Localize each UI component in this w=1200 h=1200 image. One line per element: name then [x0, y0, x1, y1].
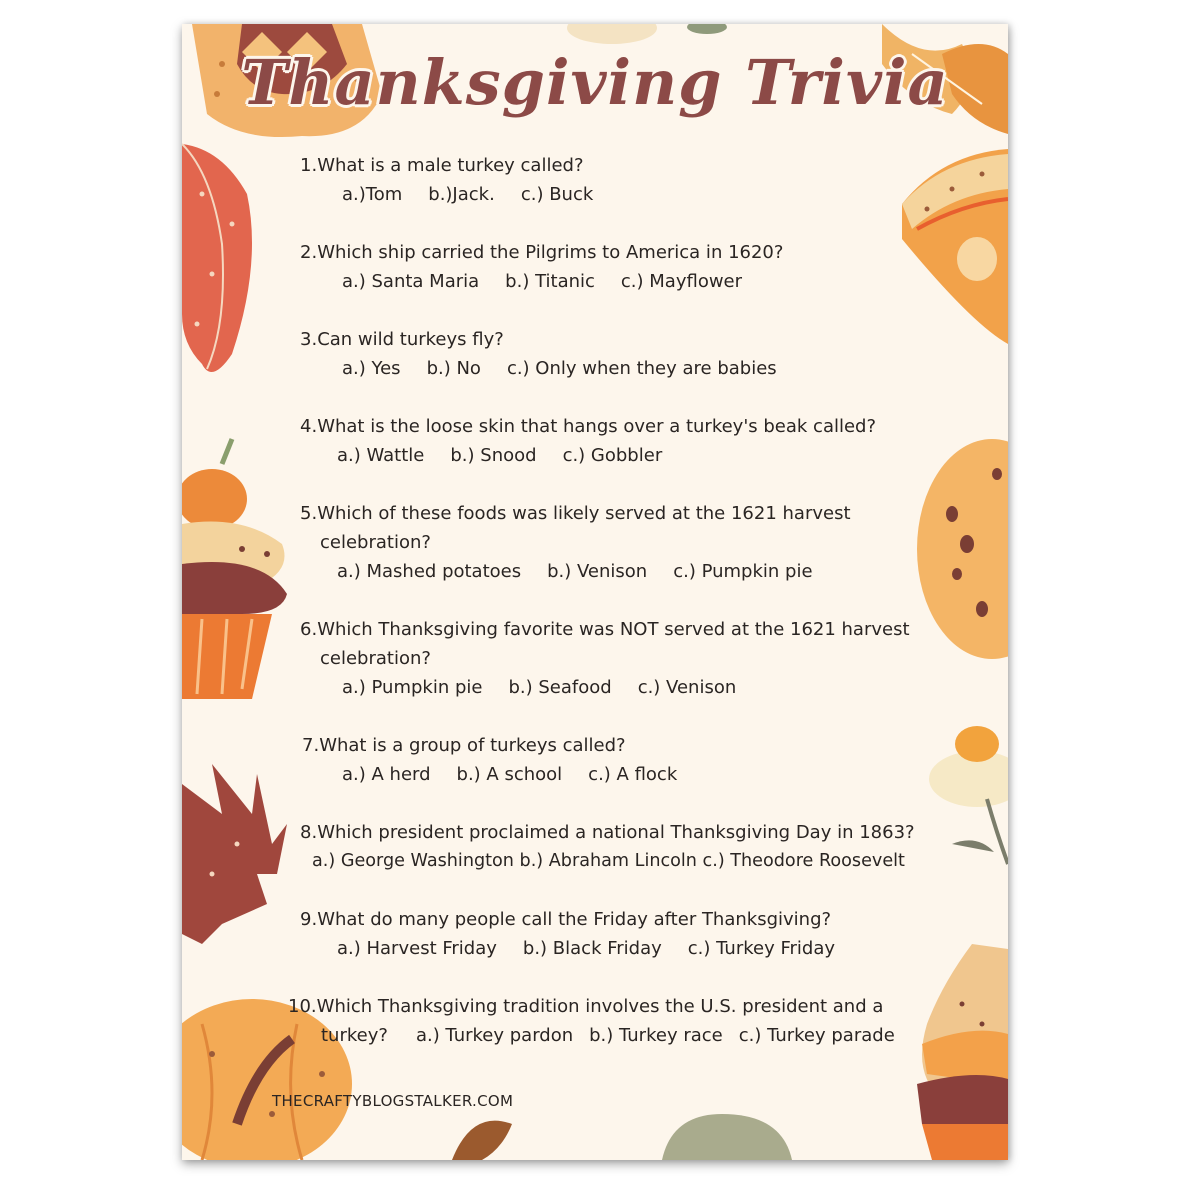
answer-option: a.) Harvest Friday	[337, 938, 497, 959]
question-text: What is a male turkey called?	[317, 155, 584, 176]
question-text-continued: celebration?	[320, 532, 431, 553]
answer-options-line: a.) George Washington b.) Abraham Lincoln c.) Theodore Roosevelt	[312, 851, 905, 871]
answer-option: b.) Venison	[547, 561, 648, 582]
answer-option: a.) Santa Maria	[342, 271, 480, 292]
answer-option: a.) Mashed potatoes	[337, 561, 522, 582]
answers-2	[342, 267, 742, 296]
question-number: 9.	[300, 909, 318, 930]
question-10	[288, 992, 883, 1021]
answer-option: a.) Pumpkin pie	[342, 677, 483, 698]
answer-option: c.) Gobbler	[562, 445, 663, 466]
question-number: 5.	[300, 503, 318, 524]
question-text: Can wild turkeys fly?	[317, 329, 504, 350]
autumn-decorations	[182, 24, 1008, 1160]
answers-3	[342, 354, 777, 383]
answer-option: b.) Black Friday	[522, 938, 662, 959]
cupcake-illustration-bottom-right	[917, 944, 1008, 1160]
question-3	[300, 325, 504, 354]
answers-6	[342, 673, 736, 702]
answer-option: b.)Jack.	[428, 184, 495, 205]
trivia-sheet	[182, 24, 1008, 1160]
question-9	[300, 905, 831, 934]
question-text: Which president proclaimed a national Thanksgiving Day in 1863?	[317, 822, 915, 843]
question-number: 3.	[300, 329, 318, 350]
answers-1	[342, 180, 593, 209]
leaf-illustration-left	[182, 144, 252, 372]
question-text: What do many people call the Friday after Thanksgiving?	[317, 909, 832, 930]
answer-option: b.) A school	[456, 764, 563, 785]
question-number: 6.	[300, 619, 318, 640]
question-text: Which Thanksgiving tradition involves the U.S. president and a	[316, 996, 884, 1017]
answer-option: c.) Buck	[520, 184, 594, 205]
answer-option: b.) Titanic	[505, 271, 595, 292]
question-5	[300, 499, 851, 557]
flower-illustration-right	[929, 726, 1008, 864]
answer-option: c.) Mayflower	[620, 271, 743, 292]
answers-4	[337, 441, 662, 470]
question-text: Which of these foods was likely served at the 1621 harvest	[317, 503, 851, 524]
answers-10	[321, 1021, 895, 1050]
answer-option: a.)Tom	[342, 184, 403, 205]
question-number: 4.	[300, 416, 318, 437]
answer-option: a.) Yes	[342, 358, 401, 379]
question-1	[300, 151, 584, 180]
answer-option: c.) Venison	[637, 677, 737, 698]
question-6	[300, 615, 910, 673]
answer-option: a.) Turkey pardon	[415, 1025, 574, 1046]
question-text-continued: celebration?	[320, 648, 431, 669]
answers-7	[342, 760, 677, 789]
question-2	[300, 238, 783, 267]
question-text: What is the loose skin that hangs over a turkey's beak called?	[317, 416, 877, 437]
question-number: 7.	[302, 735, 320, 756]
question-text: Which ship carried the Pilgrims to America in 1620?	[317, 242, 784, 263]
question-text-continued: turkey?	[321, 1025, 388, 1046]
pie-slice-illustration-right	[902, 149, 1008, 344]
website-footer: THECRAFTYBLOGSTALKER.COM	[272, 1092, 514, 1110]
cookie-illustration-right	[917, 439, 1008, 659]
answers-5	[337, 557, 813, 586]
answer-option: c.) A flock	[588, 764, 678, 785]
page-title: Thanksgiving Trivia	[241, 46, 949, 119]
maple-leaf-illustration-left	[182, 764, 287, 944]
answers-9	[337, 934, 835, 963]
question-number: 2.	[300, 242, 318, 263]
question-number: 8.	[300, 822, 318, 843]
answer-option: c.) Turkey parade	[738, 1025, 895, 1046]
answer-option: a.) A herd	[342, 764, 431, 785]
question-text: Which Thanksgiving favorite was NOT served at the 1621 harvest	[317, 619, 910, 640]
answer-option: b.) Seafood	[508, 677, 612, 698]
question-number: 10.	[288, 996, 317, 1017]
cupcake-illustration-left	[182, 439, 287, 699]
question-7	[302, 731, 626, 760]
answer-option: c.) Turkey Friday	[687, 938, 835, 959]
answers-8	[312, 847, 905, 876]
answer-option: c.) Only when they are babies	[506, 358, 777, 379]
question-text: What is a group of turkeys called?	[319, 735, 626, 756]
answer-option: a.) Wattle	[337, 445, 425, 466]
question-4	[300, 412, 876, 441]
question-8	[300, 818, 915, 847]
question-number: 1.	[300, 155, 318, 176]
answer-option: c.) Pumpkin pie	[673, 561, 813, 582]
answer-option: b.) Snood	[450, 445, 537, 466]
answer-option: b.) No	[426, 358, 481, 379]
answer-option: b.) Turkey race	[589, 1025, 723, 1046]
